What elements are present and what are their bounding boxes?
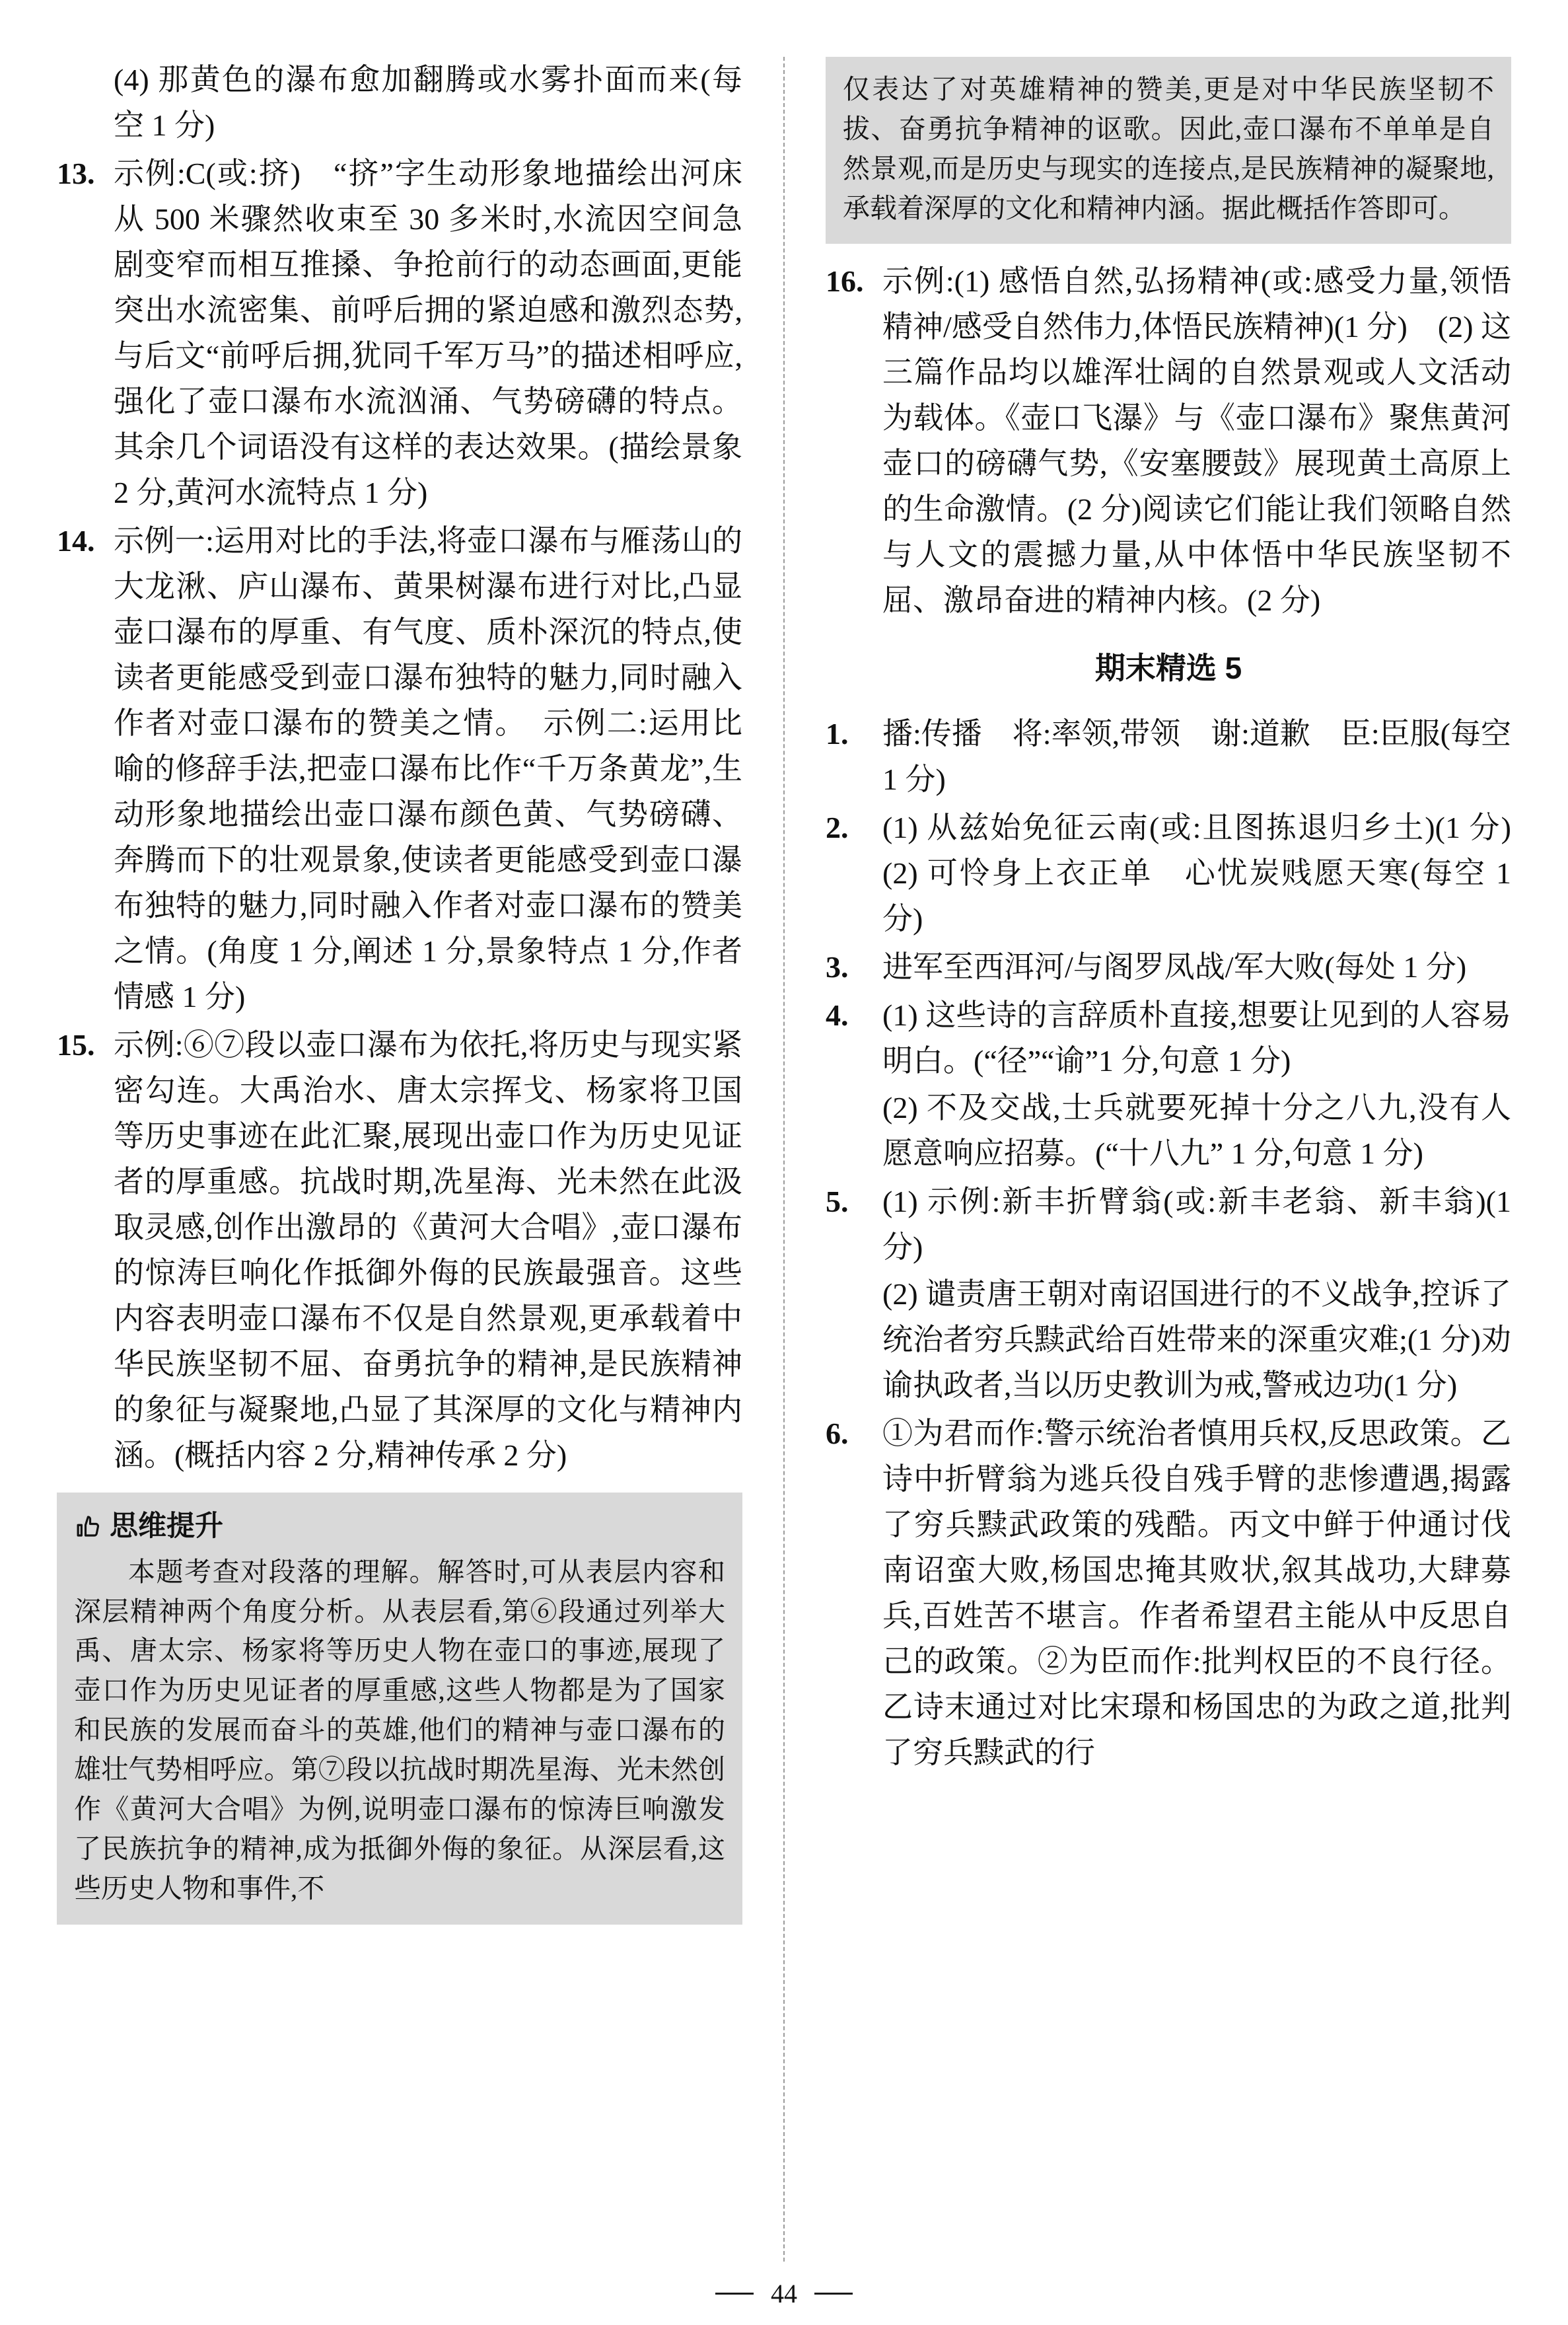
answer-body — [114, 1022, 742, 1478]
item-number: 4. — [826, 998, 849, 1033]
page-footer — [57, 2262, 1511, 2325]
answer-body — [882, 258, 1511, 623]
answer-body — [882, 992, 1511, 1176]
column-divider — [783, 57, 785, 2262]
left-column — [57, 57, 742, 2262]
answer-body — [882, 711, 1511, 802]
item-number: 16. — [826, 264, 864, 299]
answer-text: 播:传播 将:率领,带领 谢:道歉 臣:臣服(每空 1 分) — [882, 717, 1511, 797]
answer-item-14 — [57, 518, 742, 1019]
answer-item-5 — [826, 1179, 1511, 1408]
thinking-box-title: 思维提升 — [110, 1510, 223, 1542]
answer-text: (1) 这些诗的言辞质朴直接,想要让见到的人容易明白。(“径”“谕”1 分,句意 1 分) — [882, 998, 1511, 1078]
answer-body — [114, 57, 742, 148]
answer-text: 示例:⑥⑦段以壶口瀑布为依托,将历史与现实紧密勾连。大禹治水、唐太宗挥戈、杨家将卫国等历史事迹在此汇聚,展现出壶口作为历史见证者的厚重感。抗战时期,冼星海、光未然在此汲取灵感,创作出激昂的《黄河大合唱》,壶口瀑布的惊涛巨响化作抵御外侮的民族最强音。这些内容表明壶口瀑布不仅是自然景观,更承载着中华民族坚韧不屈、奋勇抗争的精神,是民族精神的象征与凝聚地,凸显了其深厚的文化与精神内涵。(概括内容 2 分,精神传承 2 分) — [114, 1028, 742, 1472]
answer-body — [882, 1411, 1511, 1775]
answer-text: 示例:(1) 感悟自然,弘扬精神(或:感受力量,领悟精神/感受自然伟力,体悟民族精神)(1 分) (2) 这三篇作品均以雄浑壮阔的自然景观或人文活动为载体。《壶口飞瀑》与《壶口瀑布》聚焦黄河壶口的磅礴气势,《安塞腰鼓》展现黄土高原上的生命激情。(2 分)阅读它们能让我们领略自然与人文的震撼力量,从中体悟中华民族坚韧不屈、激昂奋进的精神内核。(2 分) — [882, 264, 1511, 618]
answer-item-6 — [826, 1411, 1511, 1775]
answer-item-15 — [57, 1022, 742, 1478]
answer-item-4 — [826, 992, 1511, 1176]
item-number: 6. — [826, 1417, 849, 1451]
answer-text: (4) 那黄色的瀑布愈加翻腾或水雾扑面而来(每空 1 分) — [114, 63, 742, 142]
answer-body — [882, 944, 1511, 990]
footer-rule-right — [814, 2293, 853, 2295]
answer-text: (1) 示例:新丰折臂翁(或:新丰老翁、新丰翁)(1 分) — [882, 1185, 1511, 1265]
answer-body — [882, 1179, 1511, 1408]
answer-text: (2) 谴责唐王朝对南诏国进行的不义战争,控诉了统治者穷兵黩武给百姓带来的深重灾难;(1 分)劝谕执政者,当以历史教训为戒,警戒边功(1 分) — [882, 1277, 1511, 1403]
section-header: 期末精选 5 — [1094, 651, 1242, 686]
thinking-box-header — [74, 1506, 725, 1547]
thinking-box — [57, 1493, 742, 1925]
answer-item-16 — [826, 258, 1511, 623]
answer-item-2 — [826, 805, 1542, 941]
item-number: 2. — [826, 811, 849, 845]
thinking-box-continuation-text: 仅表达了对英雄精神的赞美,更是对中华民族坚韧不拔、奋勇抗争精神的讴歌。因此,壶口瀑布不单单是自然景观,而是历史与现实的连接点,是民族精神的凝聚地,承载着深厚的文化和精神内涵。据此概括作答即可。 — [843, 74, 1494, 223]
answer-text: 示例一:运用对比的手法,将壶口瀑布与雁荡山的大龙湫、庐山瀑布、黄果树瀑布进行对比,凸显壶口瀑布的厚重、有气度、质朴深沉的特点,使读者更能感受到壶口瀑布独特的魅力,同时融入作者对壶口瀑布的赞美之情。 示例二:运用比喻的修辞手法,把壶口瀑布比作“千万条黄龙”,生动形象地描绘出壶口瀑布颜色黄、气势磅礴、奔腾而下的壮观景象,使读者更能感受到壶口瀑布独特的魅力,同时融入作者对壶口瀑布的赞美之情。(角度 1 分,阐述 1 分,景象特点 1 分,作者情感 1 分) — [114, 524, 742, 1014]
item-number: 13. — [57, 157, 95, 190]
answer-text: (1) 从兹始免征云南(或:且图拣退归乡土)(1 分) (2) 可怜身上衣正单 心忧炭贱愿天寒(每空 1 分) — [882, 811, 1542, 936]
answer-text: 进军至西洱河/与阁罗凤战/军大败(每处 1 分) — [882, 950, 1467, 984]
answer-text: ①为君而作:警示统治者慎用兵权,反思政策。乙诗中折臂翁为逃兵役自残手臂的悲惨遭遇,揭露了穷兵黩武政策的残酷。丙文中鲜于仲通讨伐南诏蛮大败,杨国忠掩其败状,叙其战功,大肆募兵,百姓苦不堪言。作者希望君主能从中反思自己的政策。②为臣而作:批判权臣的不良行径。乙诗末通过对比宋璟和杨国忠的为政之道,批判了穷兵黩武的行 — [882, 1417, 1511, 1770]
answer-body — [882, 805, 1542, 941]
answer-item-1 — [826, 711, 1511, 802]
page-number: 44 — [771, 2278, 797, 2308]
answer-item-3 — [826, 944, 1511, 990]
item-number: 14. — [57, 524, 95, 558]
item-number: 5. — [826, 1185, 849, 1219]
answer-item-continuation — [57, 57, 742, 148]
answer-text: (2) 不及交战,士兵就要死掉十分之八九,没有人愿意响应招募。(“十八九” 1 分,句意 1 分) — [882, 1091, 1511, 1171]
item-number — [57, 57, 114, 148]
right-column — [826, 57, 1542, 2262]
answer-item-13 — [57, 151, 742, 515]
answer-body — [114, 518, 742, 1019]
thumbs-up-icon — [74, 1512, 102, 1540]
item-number: 15. — [57, 1028, 95, 1062]
item-number: 3. — [826, 950, 849, 984]
two-column-layout — [57, 57, 1542, 2262]
answer-body — [114, 151, 742, 515]
thinking-box-body: 本题考查对段落的理解。解答时,可从表层内容和深层精神两个角度分析。从表层看,第⑥段通过列举大禹、唐太宗、杨家将等历史人物在壶口的事迹,展现了壶口作为历史见证者的厚重感,这些人物都是为了国家和民族的发展而奋斗的英雄,他们的精神与壶口瀑布的雄壮气势相呼应。第⑦段以抗战时期冼星海、光未然创作《黄河大合唱》为例,说明壶口瀑布的惊涛巨响激发了民族抗争的精神,成为抵御外侮的象征。从深层看,这些历史人物和事件,不 — [74, 1556, 725, 1903]
footer-rule-left — [715, 2293, 754, 2295]
item-number: 1. — [826, 717, 849, 751]
thinking-box-continuation — [826, 57, 1511, 244]
answer-text: 示例:C(或:挤) “挤”字生动形象地描绘出河床从 500 米骤然收束至 30 多米时,水流因空间急剧变窄而相互推搡、争抢前行的动态画面,更能突出水流密集、前呼后拥的紧迫感和激烈态势,与后文“前呼后拥,犹同千军万马”的描述相呼应,强化了壶口瀑布水流汹涌、气势磅礴的特点。其余几个词语没有这样的表达效果。(描绘景象 2 分,黄河水流特点 1 分) — [114, 157, 742, 509]
